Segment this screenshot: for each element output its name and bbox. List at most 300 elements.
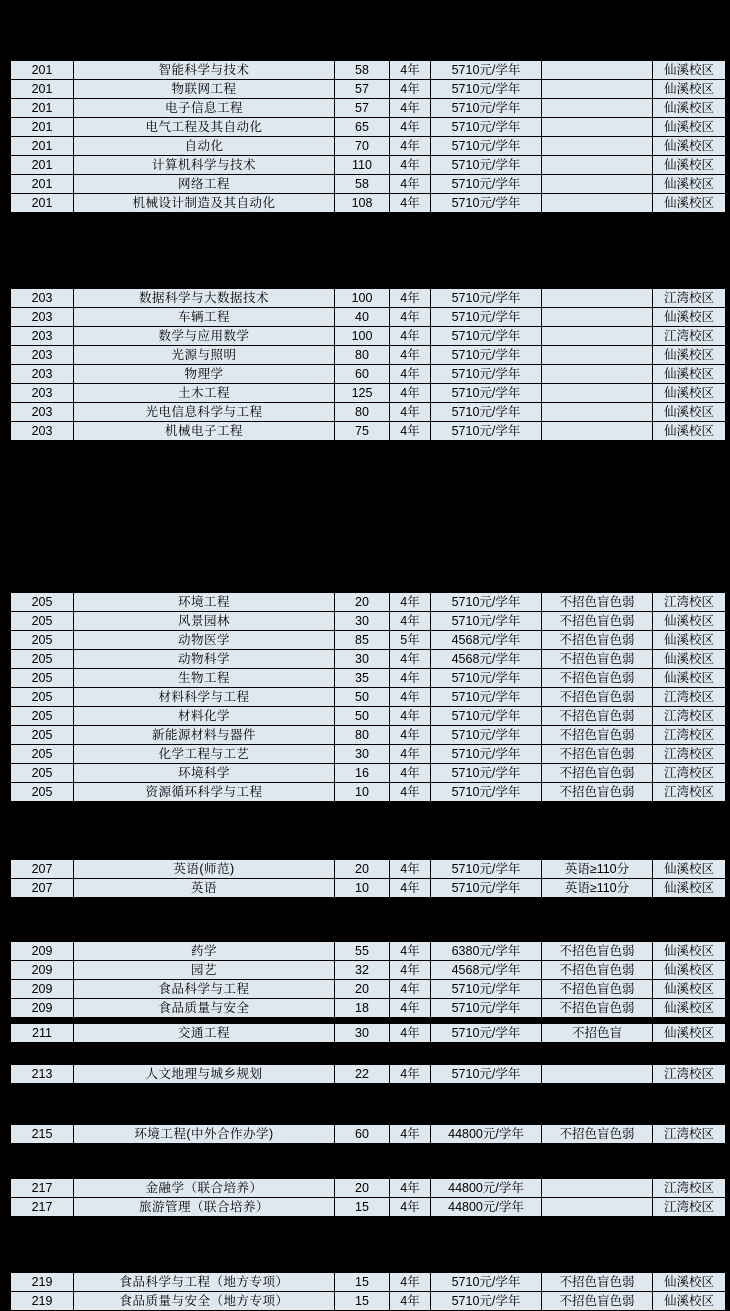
major-group-table <box>10 1178 726 1217</box>
campus-cell: 仙溪校区 <box>653 118 726 137</box>
study-length-cell: 4年 <box>390 403 431 422</box>
plan-count-cell: 60 <box>335 365 390 384</box>
tuition-fee-cell: 5710元/学年 <box>431 980 542 999</box>
campus-cell: 江湾校区 <box>653 593 726 612</box>
campus-cell: 仙溪校区 <box>653 999 726 1018</box>
remark-cell <box>542 175 653 194</box>
major-code-cell: 217 <box>11 1198 74 1217</box>
remark-cell: 不招色盲色弱 <box>542 999 653 1018</box>
tuition-fee-cell: 5710元/学年 <box>431 688 542 707</box>
campus-cell: 江湾校区 <box>653 745 726 764</box>
table-row <box>11 1273 726 1292</box>
plan-count-cell: 85 <box>335 631 390 650</box>
table-row <box>11 688 726 707</box>
remark-cell <box>542 194 653 213</box>
remark-cell: 不招色盲 <box>542 1024 653 1043</box>
plan-count-cell: 15 <box>335 1292 390 1311</box>
major-name-cell: 机械电子工程 <box>74 422 335 441</box>
tuition-fee-cell: 5710元/学年 <box>431 593 542 612</box>
tuition-fee-cell: 5710元/学年 <box>431 327 542 346</box>
tuition-fee-cell: 44800元/学年 <box>431 1179 542 1198</box>
table-row <box>11 1125 726 1144</box>
remark-cell: 英语≥110分 <box>542 860 653 879</box>
plan-count-cell: 20 <box>335 1179 390 1198</box>
campus-cell: 仙溪校区 <box>653 194 726 213</box>
tuition-fee-cell: 5710元/学年 <box>431 1273 542 1292</box>
tuition-fee-cell: 5710元/学年 <box>431 783 542 802</box>
remark-cell <box>542 384 653 403</box>
study-length-cell: 4年 <box>390 327 431 346</box>
major-code-cell: 205 <box>11 669 74 688</box>
plan-count-cell: 15 <box>335 1273 390 1292</box>
campus-cell: 江湾校区 <box>653 327 726 346</box>
major-name-cell: 生物工程 <box>74 669 335 688</box>
campus-cell: 仙溪校区 <box>653 384 726 403</box>
plan-count-cell: 10 <box>335 879 390 898</box>
remark-cell: 不招色盲色弱 <box>542 726 653 745</box>
tuition-fee-cell: 5710元/学年 <box>431 365 542 384</box>
campus-cell: 仙溪校区 <box>653 137 726 156</box>
table-row <box>11 669 726 688</box>
plan-count-cell: 80 <box>335 403 390 422</box>
major-code-cell: 203 <box>11 403 74 422</box>
campus-cell: 仙溪校区 <box>653 961 726 980</box>
remark-cell: 不招色盲色弱 <box>542 1292 653 1311</box>
plan-count-cell: 20 <box>335 980 390 999</box>
major-name-cell: 资源循环科学与工程 <box>74 783 335 802</box>
table-row <box>11 961 726 980</box>
campus-cell: 仙溪校区 <box>653 403 726 422</box>
major-name-cell: 旅游管理（联合培养） <box>74 1198 335 1217</box>
major-name-cell: 物联网工程 <box>74 80 335 99</box>
campus-cell: 仙溪校区 <box>653 422 726 441</box>
remark-cell <box>542 308 653 327</box>
major-name-cell: 物理学 <box>74 365 335 384</box>
study-length-cell: 4年 <box>390 1125 431 1144</box>
tuition-fee-cell: 5710元/学年 <box>431 707 542 726</box>
major-name-cell: 数据科学与大数据技术 <box>74 289 335 308</box>
table-row <box>11 631 726 650</box>
tuition-fee-cell: 5710元/学年 <box>431 1065 542 1084</box>
major-name-cell: 数学与应用数学 <box>74 327 335 346</box>
tuition-fee-cell: 5710元/学年 <box>431 879 542 898</box>
major-code-cell: 203 <box>11 308 74 327</box>
tuition-fee-cell: 5710元/学年 <box>431 156 542 175</box>
table-row <box>11 650 726 669</box>
major-name-cell: 车辆工程 <box>74 308 335 327</box>
major-group-table <box>10 941 726 1018</box>
campus-cell: 仙溪校区 <box>653 942 726 961</box>
major-code-cell: 201 <box>11 80 74 99</box>
remark-cell: 英语≥110分 <box>542 879 653 898</box>
major-code-cell: 219 <box>11 1273 74 1292</box>
remark-cell <box>542 118 653 137</box>
major-code-cell: 201 <box>11 194 74 213</box>
study-length-cell: 4年 <box>390 612 431 631</box>
major-name-cell: 英语(师范) <box>74 860 335 879</box>
campus-cell: 江湾校区 <box>653 707 726 726</box>
major-group-table <box>10 1023 726 1043</box>
tuition-fee-cell: 5710元/学年 <box>431 194 542 213</box>
campus-cell: 江湾校区 <box>653 1179 726 1198</box>
major-name-cell: 电气工程及其自动化 <box>74 118 335 137</box>
campus-cell: 江湾校区 <box>653 726 726 745</box>
study-length-cell: 4年 <box>390 1292 431 1311</box>
plan-count-cell: 108 <box>335 194 390 213</box>
remark-cell: 不招色盲色弱 <box>542 688 653 707</box>
study-length-cell: 4年 <box>390 707 431 726</box>
table-row <box>11 942 726 961</box>
campus-cell: 江湾校区 <box>653 688 726 707</box>
major-name-cell: 网络工程 <box>74 175 335 194</box>
campus-cell: 仙溪校区 <box>653 1292 726 1311</box>
tuition-fee-cell: 5710元/学年 <box>431 346 542 365</box>
remark-cell <box>542 327 653 346</box>
remark-cell <box>542 156 653 175</box>
plan-count-cell: 15 <box>335 1198 390 1217</box>
study-length-cell: 4年 <box>390 80 431 99</box>
major-code-cell: 201 <box>11 61 74 80</box>
plan-count-cell: 50 <box>335 688 390 707</box>
tuition-fee-cell: 44800元/学年 <box>431 1125 542 1144</box>
major-name-cell: 材料化学 <box>74 707 335 726</box>
remark-cell: 不招色盲色弱 <box>542 593 653 612</box>
plan-count-cell: 58 <box>335 175 390 194</box>
major-name-cell: 风景园林 <box>74 612 335 631</box>
major-name-cell: 环境工程(中外合作办学) <box>74 1125 335 1144</box>
table-row <box>11 422 726 441</box>
plan-count-cell: 70 <box>335 137 390 156</box>
study-length-cell: 4年 <box>390 1273 431 1292</box>
table-row <box>11 1024 726 1043</box>
table-row <box>11 99 726 118</box>
table-row <box>11 61 726 80</box>
major-code-cell: 203 <box>11 422 74 441</box>
table-row <box>11 745 726 764</box>
major-code-cell: 209 <box>11 980 74 999</box>
remark-cell <box>542 137 653 156</box>
study-length-cell: 4年 <box>390 688 431 707</box>
major-name-cell: 金融学（联合培养） <box>74 1179 335 1198</box>
major-code-cell: 205 <box>11 726 74 745</box>
campus-cell: 江湾校区 <box>653 1198 726 1217</box>
campus-cell: 江湾校区 <box>653 783 726 802</box>
study-length-cell: 5年 <box>390 631 431 650</box>
major-group-table <box>10 1272 726 1311</box>
campus-cell: 仙溪校区 <box>653 308 726 327</box>
major-code-cell: 205 <box>11 707 74 726</box>
table-row <box>11 403 726 422</box>
plan-count-cell: 35 <box>335 669 390 688</box>
tuition-fee-cell: 5710元/学年 <box>431 1292 542 1311</box>
major-code-cell: 215 <box>11 1125 74 1144</box>
remark-cell: 不招色盲色弱 <box>542 650 653 669</box>
table-row <box>11 860 726 879</box>
major-name-cell: 药学 <box>74 942 335 961</box>
campus-cell: 江湾校区 <box>653 1065 726 1084</box>
remark-cell <box>542 1198 653 1217</box>
plan-count-cell: 125 <box>335 384 390 403</box>
tuition-fee-cell: 4568元/学年 <box>431 650 542 669</box>
tuition-fee-cell: 5710元/学年 <box>431 118 542 137</box>
study-length-cell: 4年 <box>390 593 431 612</box>
major-code-cell: 205 <box>11 650 74 669</box>
major-name-cell: 电子信息工程 <box>74 99 335 118</box>
major-code-cell: 207 <box>11 879 74 898</box>
major-code-cell: 203 <box>11 346 74 365</box>
study-length-cell: 4年 <box>390 999 431 1018</box>
major-code-cell: 205 <box>11 688 74 707</box>
tuition-fee-cell: 5710元/学年 <box>431 669 542 688</box>
study-length-cell: 4年 <box>390 118 431 137</box>
plan-count-cell: 58 <box>335 61 390 80</box>
table-row <box>11 308 726 327</box>
major-name-cell: 动物医学 <box>74 631 335 650</box>
tuition-fee-cell: 5710元/学年 <box>431 80 542 99</box>
table-row <box>11 1179 726 1198</box>
study-length-cell: 4年 <box>390 194 431 213</box>
plan-count-cell: 18 <box>335 999 390 1018</box>
campus-cell: 江湾校区 <box>653 289 726 308</box>
major-code-cell: 217 <box>11 1179 74 1198</box>
major-code-cell: 205 <box>11 631 74 650</box>
plan-count-cell: 22 <box>335 1065 390 1084</box>
table-row <box>11 327 726 346</box>
table-row <box>11 593 726 612</box>
plan-count-cell: 57 <box>335 99 390 118</box>
major-name-cell: 英语 <box>74 879 335 898</box>
remark-cell: 不招色盲色弱 <box>542 783 653 802</box>
major-group-table <box>10 592 726 802</box>
tuition-fee-cell: 5710元/学年 <box>431 999 542 1018</box>
major-name-cell: 环境工程 <box>74 593 335 612</box>
campus-cell: 仙溪校区 <box>653 650 726 669</box>
tuition-fee-cell: 5710元/学年 <box>431 308 542 327</box>
table-row <box>11 707 726 726</box>
study-length-cell: 4年 <box>390 384 431 403</box>
remark-cell: 不招色盲色弱 <box>542 942 653 961</box>
major-name-cell: 光电信息科学与工程 <box>74 403 335 422</box>
plan-count-cell: 80 <box>335 346 390 365</box>
table-row <box>11 1292 726 1311</box>
tuition-fee-cell: 5710元/学年 <box>431 612 542 631</box>
major-code-cell: 219 <box>11 1292 74 1311</box>
remark-cell <box>542 365 653 384</box>
plan-count-cell: 32 <box>335 961 390 980</box>
major-code-cell: 203 <box>11 384 74 403</box>
tuition-fee-cell: 5710元/学年 <box>431 403 542 422</box>
major-name-cell: 自动化 <box>74 137 335 156</box>
remark-cell: 不招色盲色弱 <box>542 980 653 999</box>
tuition-fee-cell: 5710元/学年 <box>431 61 542 80</box>
table-row <box>11 726 726 745</box>
major-code-cell: 205 <box>11 783 74 802</box>
plan-count-cell: 50 <box>335 707 390 726</box>
tuition-fee-cell: 4568元/学年 <box>431 631 542 650</box>
tuition-fee-cell: 5710元/学年 <box>431 745 542 764</box>
tuition-fee-cell: 5710元/学年 <box>431 384 542 403</box>
plan-count-cell: 10 <box>335 783 390 802</box>
remark-cell: 不招色盲色弱 <box>542 631 653 650</box>
tuition-fee-cell: 5710元/学年 <box>431 99 542 118</box>
study-length-cell: 4年 <box>390 961 431 980</box>
study-length-cell: 4年 <box>390 137 431 156</box>
study-length-cell: 4年 <box>390 1024 431 1043</box>
remark-cell: 不招色盲色弱 <box>542 707 653 726</box>
table-row <box>11 980 726 999</box>
table-row <box>11 156 726 175</box>
campus-cell: 仙溪校区 <box>653 631 726 650</box>
campus-cell: 仙溪校区 <box>653 99 726 118</box>
table-row <box>11 289 726 308</box>
plan-count-cell: 75 <box>335 422 390 441</box>
study-length-cell: 4年 <box>390 1065 431 1084</box>
tuition-fee-cell: 6380元/学年 <box>431 942 542 961</box>
major-name-cell: 食品质量与安全（地方专项） <box>74 1292 335 1311</box>
plan-count-cell: 100 <box>335 289 390 308</box>
table-row <box>11 764 726 783</box>
table-row <box>11 1065 726 1084</box>
plan-count-cell: 60 <box>335 1125 390 1144</box>
campus-cell: 江湾校区 <box>653 764 726 783</box>
study-length-cell: 4年 <box>390 61 431 80</box>
table-row <box>11 783 726 802</box>
study-length-cell: 4年 <box>390 156 431 175</box>
major-code-cell: 201 <box>11 156 74 175</box>
remark-cell <box>542 289 653 308</box>
table-row <box>11 384 726 403</box>
table-row <box>11 365 726 384</box>
tuition-fee-cell: 5710元/学年 <box>431 860 542 879</box>
campus-cell: 仙溪校区 <box>653 346 726 365</box>
table-row <box>11 346 726 365</box>
major-name-cell: 智能科学与技术 <box>74 61 335 80</box>
remark-cell <box>542 61 653 80</box>
campus-cell: 仙溪校区 <box>653 879 726 898</box>
major-name-cell: 动物科学 <box>74 650 335 669</box>
major-code-cell: 203 <box>11 289 74 308</box>
major-code-cell: 205 <box>11 593 74 612</box>
major-code-cell: 209 <box>11 942 74 961</box>
study-length-cell: 4年 <box>390 980 431 999</box>
campus-cell: 仙溪校区 <box>653 80 726 99</box>
major-code-cell: 205 <box>11 745 74 764</box>
campus-cell: 仙溪校区 <box>653 61 726 80</box>
campus-cell: 仙溪校区 <box>653 365 726 384</box>
major-name-cell: 化学工程与工艺 <box>74 745 335 764</box>
remark-cell <box>542 422 653 441</box>
campus-cell: 仙溪校区 <box>653 612 726 631</box>
major-name-cell: 光源与照明 <box>74 346 335 365</box>
study-length-cell: 4年 <box>390 175 431 194</box>
major-group-table <box>10 859 726 898</box>
study-length-cell: 4年 <box>390 879 431 898</box>
tuition-fee-cell: 44800元/学年 <box>431 1198 542 1217</box>
remark-cell <box>542 403 653 422</box>
remark-cell: 不招色盲色弱 <box>542 1125 653 1144</box>
plan-count-cell: 16 <box>335 764 390 783</box>
major-code-cell: 201 <box>11 137 74 156</box>
remark-cell <box>542 80 653 99</box>
tuition-fee-cell: 5710元/学年 <box>431 175 542 194</box>
study-length-cell: 4年 <box>390 764 431 783</box>
major-code-cell: 201 <box>11 118 74 137</box>
table-row <box>11 137 726 156</box>
table-row <box>11 118 726 137</box>
table-row <box>11 612 726 631</box>
remark-cell <box>542 99 653 118</box>
major-name-cell: 材料科学与工程 <box>74 688 335 707</box>
study-length-cell: 4年 <box>390 669 431 688</box>
study-length-cell: 4年 <box>390 308 431 327</box>
major-group-table <box>10 1124 726 1144</box>
major-code-cell: 205 <box>11 764 74 783</box>
campus-cell: 仙溪校区 <box>653 860 726 879</box>
major-code-cell: 203 <box>11 327 74 346</box>
study-length-cell: 4年 <box>390 422 431 441</box>
tuition-fee-cell: 5710元/学年 <box>431 422 542 441</box>
tuition-fee-cell: 5710元/学年 <box>431 764 542 783</box>
major-code-cell: 203 <box>11 365 74 384</box>
plan-count-cell: 65 <box>335 118 390 137</box>
plan-count-cell: 30 <box>335 650 390 669</box>
remark-cell: 不招色盲色弱 <box>542 1273 653 1292</box>
plan-count-cell: 110 <box>335 156 390 175</box>
tuition-fee-cell: 4568元/学年 <box>431 961 542 980</box>
plan-count-cell: 30 <box>335 612 390 631</box>
campus-cell: 仙溪校区 <box>653 669 726 688</box>
major-name-cell: 土木工程 <box>74 384 335 403</box>
major-code-cell: 211 <box>11 1024 74 1043</box>
plan-count-cell: 20 <box>335 593 390 612</box>
remark-cell: 不招色盲色弱 <box>542 961 653 980</box>
major-name-cell: 环境科学 <box>74 764 335 783</box>
study-length-cell: 4年 <box>390 860 431 879</box>
campus-cell: 仙溪校区 <box>653 175 726 194</box>
campus-cell: 江湾校区 <box>653 1125 726 1144</box>
table-row <box>11 175 726 194</box>
plan-count-cell: 20 <box>335 860 390 879</box>
tuition-fee-cell: 5710元/学年 <box>431 1024 542 1043</box>
table-row <box>11 194 726 213</box>
major-code-cell: 209 <box>11 961 74 980</box>
study-length-cell: 4年 <box>390 99 431 118</box>
remark-cell: 不招色盲色弱 <box>542 764 653 783</box>
major-name-cell: 计算机科学与技术 <box>74 156 335 175</box>
major-name-cell: 食品质量与安全 <box>74 999 335 1018</box>
study-length-cell: 4年 <box>390 726 431 745</box>
study-length-cell: 4年 <box>390 289 431 308</box>
major-group-table <box>10 288 726 441</box>
major-name-cell: 交通工程 <box>74 1024 335 1043</box>
tuition-fee-cell: 5710元/学年 <box>431 289 542 308</box>
major-code-cell: 207 <box>11 860 74 879</box>
tuition-fee-cell: 5710元/学年 <box>431 137 542 156</box>
table-row <box>11 1198 726 1217</box>
plan-count-cell: 55 <box>335 942 390 961</box>
remark-cell: 不招色盲色弱 <box>542 612 653 631</box>
major-name-cell: 机械设计制造及其自动化 <box>74 194 335 213</box>
major-name-cell: 食品科学与工程 <box>74 980 335 999</box>
remark-cell <box>542 1065 653 1084</box>
table-row <box>11 999 726 1018</box>
table-row <box>11 80 726 99</box>
remark-cell <box>542 346 653 365</box>
campus-cell: 仙溪校区 <box>653 1273 726 1292</box>
campus-cell: 仙溪校区 <box>653 1024 726 1043</box>
plan-count-cell: 30 <box>335 1024 390 1043</box>
plan-count-cell: 40 <box>335 308 390 327</box>
